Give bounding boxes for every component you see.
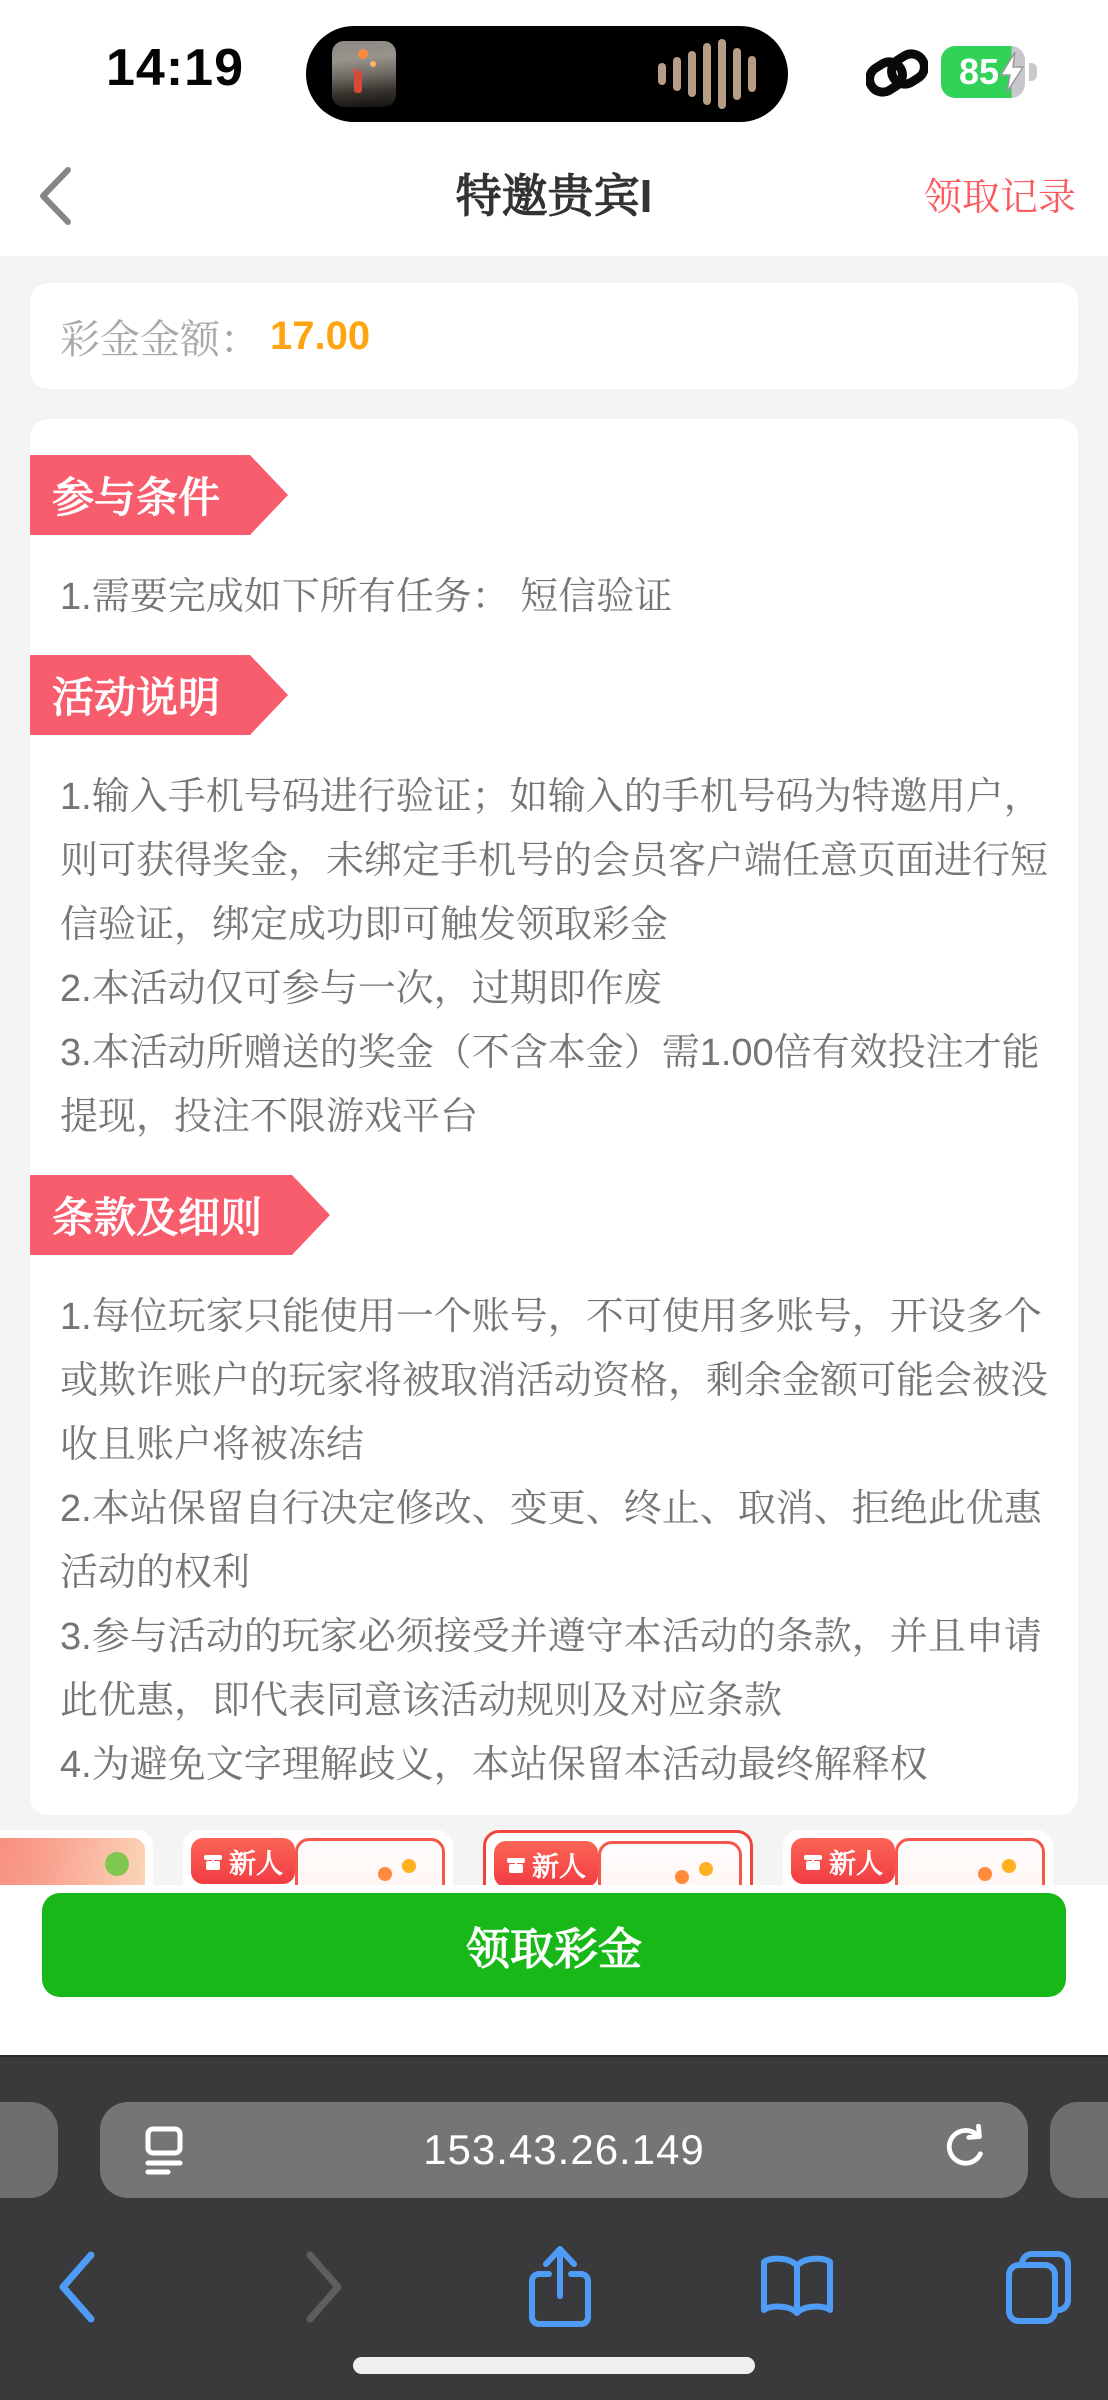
claim-history-link[interactable]: 领取记录: [923, 176, 1076, 219]
rule-paragraph: 4.为避免文字理解歧义，本站保留本活动最终解释权: [60, 1744, 928, 1786]
section-paragraphs: [30, 765, 1078, 1149]
rules-section: [30, 455, 1078, 629]
section-ribbon-label: 活动说明: [52, 674, 221, 721]
rule-paragraph: 1.需要完成如下所有任务： 短信验证: [60, 576, 673, 618]
rules-sections: [30, 455, 1078, 1797]
badge-label: 新人: [829, 1848, 883, 1879]
previous-tab-preview[interactable]: [0, 2102, 58, 2198]
rules-section: [30, 655, 1078, 1149]
coins-icon: [1002, 1859, 1016, 1873]
promo-card-preview: [295, 1838, 445, 1885]
reload-icon[interactable]: [940, 2124, 990, 2181]
status-time: 14:19: [106, 39, 244, 97]
tabs-icon[interactable]: [979, 2227, 1099, 2347]
bonus-amount-label: 彩金金额：: [60, 317, 260, 362]
personal-hotspot-icon: [866, 44, 928, 102]
rule-paragraph: 2.本活动仅可参与一次，过期即作废: [60, 968, 662, 1010]
browser-toolbar: [0, 2227, 1108, 2357]
newcomer-badge: [191, 1838, 295, 1884]
promo-card[interactable]: [183, 1830, 453, 1885]
rule-paragraph: 3.本活动所赠送的奖金（不含本金）需1.00倍有效投注才能提现，投注不限游戏平台: [60, 1032, 1040, 1138]
share-icon[interactable]: [500, 2227, 620, 2347]
rule-paragraph: 1.输入手机号码进行验证；如输入的手机号码为特邀用户，则可获得奖金，未绑定手机号的会员客户端任意页面进行短信验证，绑定成功即可触发领取彩金: [60, 776, 1049, 946]
browser-forward-button[interactable]: [265, 2227, 385, 2347]
audio-waveform-icon: [658, 39, 756, 109]
lightning-bolt-icon: [999, 52, 1025, 97]
promo-card[interactable]: [0, 1830, 153, 1885]
battery-charging-icon: [941, 46, 1037, 98]
newcomer-badge: [494, 1841, 598, 1885]
gift-icon: [803, 1851, 823, 1871]
safari-bottom-chrome: [0, 2055, 1108, 2400]
section-ribbon: [30, 655, 250, 735]
rule-paragraph: 1.每位玩家只能使用一个账号，不可使用多账号，开设多个或欺诈账户的玩家将被取消活动资格，剩余金额可能会被没收且账户将被冻结: [60, 1296, 1049, 1466]
page-content[interactable]: [0, 257, 1108, 1885]
sprout-icon: [105, 1852, 129, 1876]
claim-footer: [0, 1885, 1108, 2055]
bookmarks-icon[interactable]: [737, 2227, 857, 2347]
newcomer-badge: [791, 1838, 895, 1884]
browser-back-button[interactable]: [16, 2227, 136, 2347]
bonus-amount-card: [30, 283, 1078, 389]
promo-card-preview: [895, 1838, 1045, 1885]
promo-card-preview: [598, 1841, 742, 1885]
section-ribbon-label: 参与条件: [52, 474, 221, 521]
next-tab-preview[interactable]: [1050, 2102, 1108, 2198]
battery-percent: 85: [958, 51, 1000, 92]
bonus-amount-value: 17.00: [270, 313, 371, 358]
coins-icon: [699, 1862, 713, 1876]
video-thumbnail-icon: [332, 41, 396, 107]
promo-card-row[interactable]: [0, 1830, 1053, 1885]
coins-icon: [402, 1859, 416, 1873]
page-title: 特邀贵宾I: [455, 170, 653, 222]
activity-rules-card: [30, 419, 1078, 1815]
gift-icon: [506, 1854, 526, 1874]
claim-bonus-button[interactable]: 领取彩金: [42, 1893, 1066, 1997]
gift-icon: [203, 1851, 223, 1871]
section-ribbon: [30, 455, 250, 535]
nav-bar: [0, 130, 1108, 257]
section-paragraphs: [30, 1285, 1078, 1797]
promo-card[interactable]: [783, 1830, 1053, 1885]
badge-label: 新人: [229, 1848, 283, 1879]
home-indicator[interactable]: [353, 2357, 755, 2374]
address-bar[interactable]: [100, 2102, 1028, 2198]
address-url[interactable]: 153.43.26.149: [423, 2126, 705, 2173]
status-bar: [0, 0, 1108, 130]
rule-paragraph: 3.参与活动的玩家必须接受并遵守本活动的条款，并且申请此优惠，即代表同意该活动规则及对应条款: [60, 1616, 1042, 1722]
section-ribbon-label: 条款及细则: [52, 1194, 263, 1241]
rule-paragraph: 2.本站保留自行决定修改、变更、终止、取消、拒绝此优惠活动的权利: [60, 1488, 1042, 1594]
dynamic-island[interactable]: [306, 26, 788, 122]
promo-card[interactable]: [483, 1830, 753, 1885]
section-paragraphs: [30, 565, 1078, 629]
section-ribbon: [30, 1175, 292, 1255]
rules-section: [30, 1175, 1078, 1797]
badge-label: 新人: [532, 1851, 586, 1882]
promo-card-image: [0, 1838, 145, 1885]
